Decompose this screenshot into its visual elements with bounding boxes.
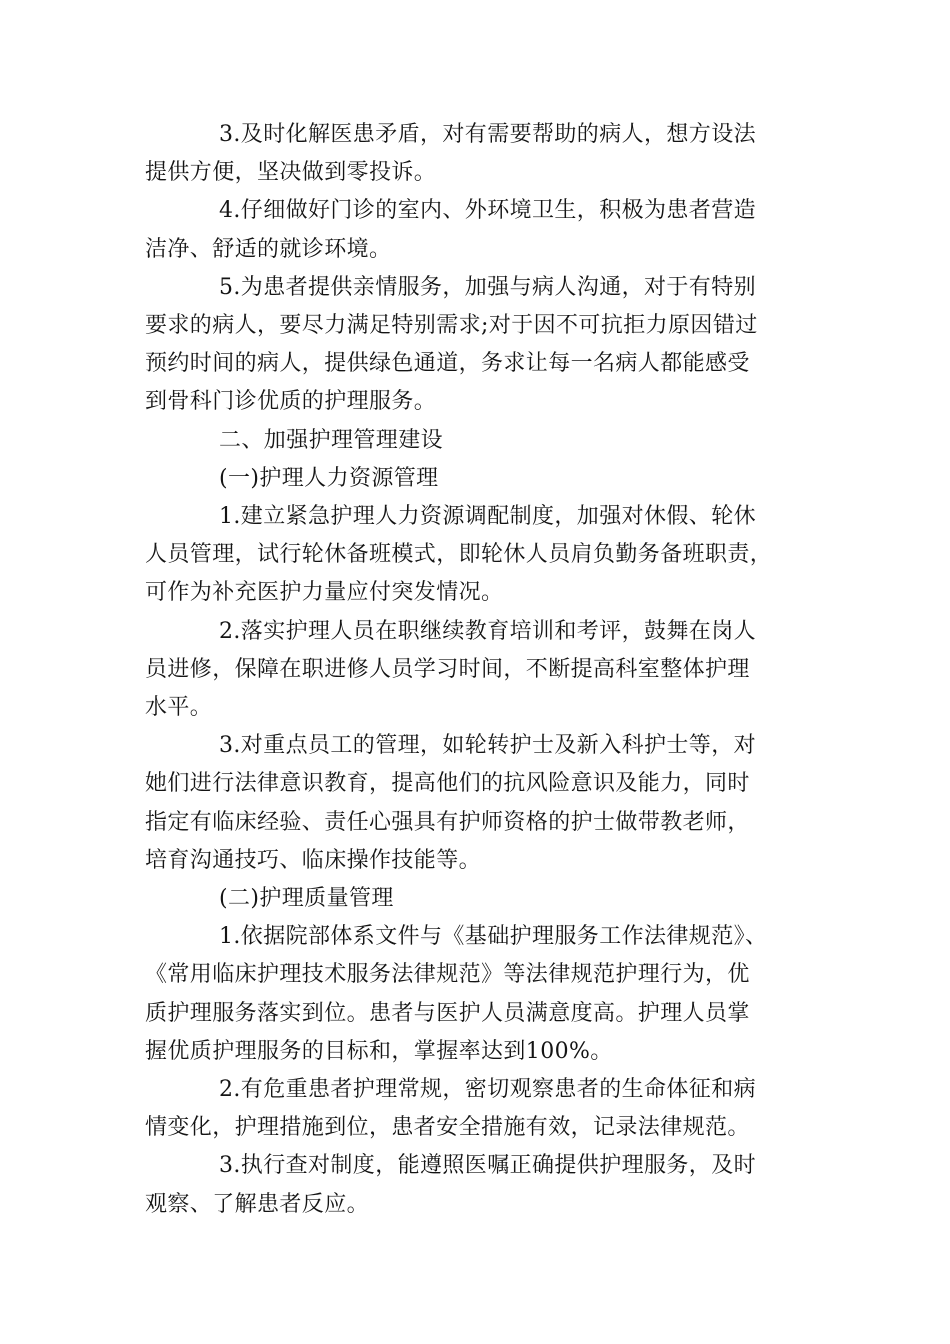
text-line: 要求的病人，要尽力满足特别需求;对于因不可抗拒力原因错过 (145, 313, 758, 339)
text-line: 3.执行查对制度，能遵照医嘱正确提供护理服务，及时 (219, 1153, 756, 1179)
text-line: 情变化，护理措施到位，患者安全措施有效，记录法律规范。 (145, 1115, 750, 1141)
text-line: 水平。 (145, 695, 213, 721)
heading-line: (二)护理质量管理 (219, 886, 394, 912)
text-line: 观察、了解患者反应。 (145, 1191, 370, 1217)
document-body (145, 116, 805, 1224)
text-line: 《常用临床护理技术服务法律规范》等法律规范护理行为，优 (145, 962, 750, 988)
text-line: 洁净、舒适的就诊环境。 (145, 236, 392, 262)
paragraph-environment-hygiene (145, 192, 805, 268)
text-line: 3.对重点员工的管理，如轮转护士及新入科护士等，对 (219, 733, 756, 759)
subsection-heading-human-resources (145, 460, 805, 498)
paragraph-key-staff-management (145, 727, 805, 880)
text-line: 5.为患者提供亲情服务，加强与病人沟通，对于有特别 (219, 274, 756, 300)
text-line: 培育沟通技巧、临床操作技能等。 (145, 847, 482, 873)
text-line: 1.建立紧急护理人力资源调配制度，加强对休假、轮休 (219, 504, 756, 530)
section-heading-management (145, 422, 805, 460)
text-line: 她们进行法律意识教育，提高他们的抗风险意识及能力，同时 (145, 771, 750, 797)
text-line: 员进修，保障在职进修人员学习时间，不断提高科室整体护理 (145, 656, 750, 682)
paragraph-continuing-education (145, 613, 805, 728)
heading-line: (一)护理人力资源管理 (219, 465, 439, 491)
text-line: 质护理服务落实到位。患者与医护人员满意度高。护理人员掌 (145, 1000, 750, 1026)
paragraph-resolve-disputes (145, 116, 805, 192)
paragraph-family-service (145, 269, 805, 422)
text-line: 指定有临床经验、责任心强具有护师资格的护士做带教老师， (145, 809, 750, 835)
text-line: 可作为补充医护力量应付突发情况。 (145, 580, 504, 606)
text-line: 人员管理，试行轮休备班模式，即轮休人员肩负勤务备班职责， (145, 542, 773, 568)
text-line: 2.有危重患者护理常规，密切观察患者的生命体征和病 (219, 1077, 756, 1103)
text-line: 3.及时化解医患矛盾，对有需要帮助的病人，想方设法 (219, 122, 756, 147)
paragraph-check-system (145, 1147, 805, 1223)
text-line: 2.落实护理人员在职继续教育培训和考评，鼓舞在岗人 (219, 618, 756, 644)
heading-line: 二、加强护理管理建设 (219, 427, 444, 453)
text-line: 4.仔细做好门诊的室内、外环境卫生，积极为患者营造 (219, 198, 756, 224)
text-line: 1.依据院部体系文件与《基础护理服务工作法律规范》、 (219, 924, 768, 950)
paragraph-standards (145, 918, 805, 1071)
text-line: 预约时间的病人，提供绿色通道，务求让每一名病人都能感受 (145, 351, 750, 377)
paragraph-critical-care (145, 1071, 805, 1147)
paragraph-emergency-staffing (145, 498, 805, 613)
text-line: 提供方便，坚决做到零投诉。 (145, 160, 437, 186)
text-line: 到骨科门诊优质的护理服务。 (145, 389, 437, 415)
subsection-heading-quality (145, 880, 805, 918)
text-line: 握优质护理服务的目标和，掌握率达到100%。 (145, 1038, 613, 1064)
